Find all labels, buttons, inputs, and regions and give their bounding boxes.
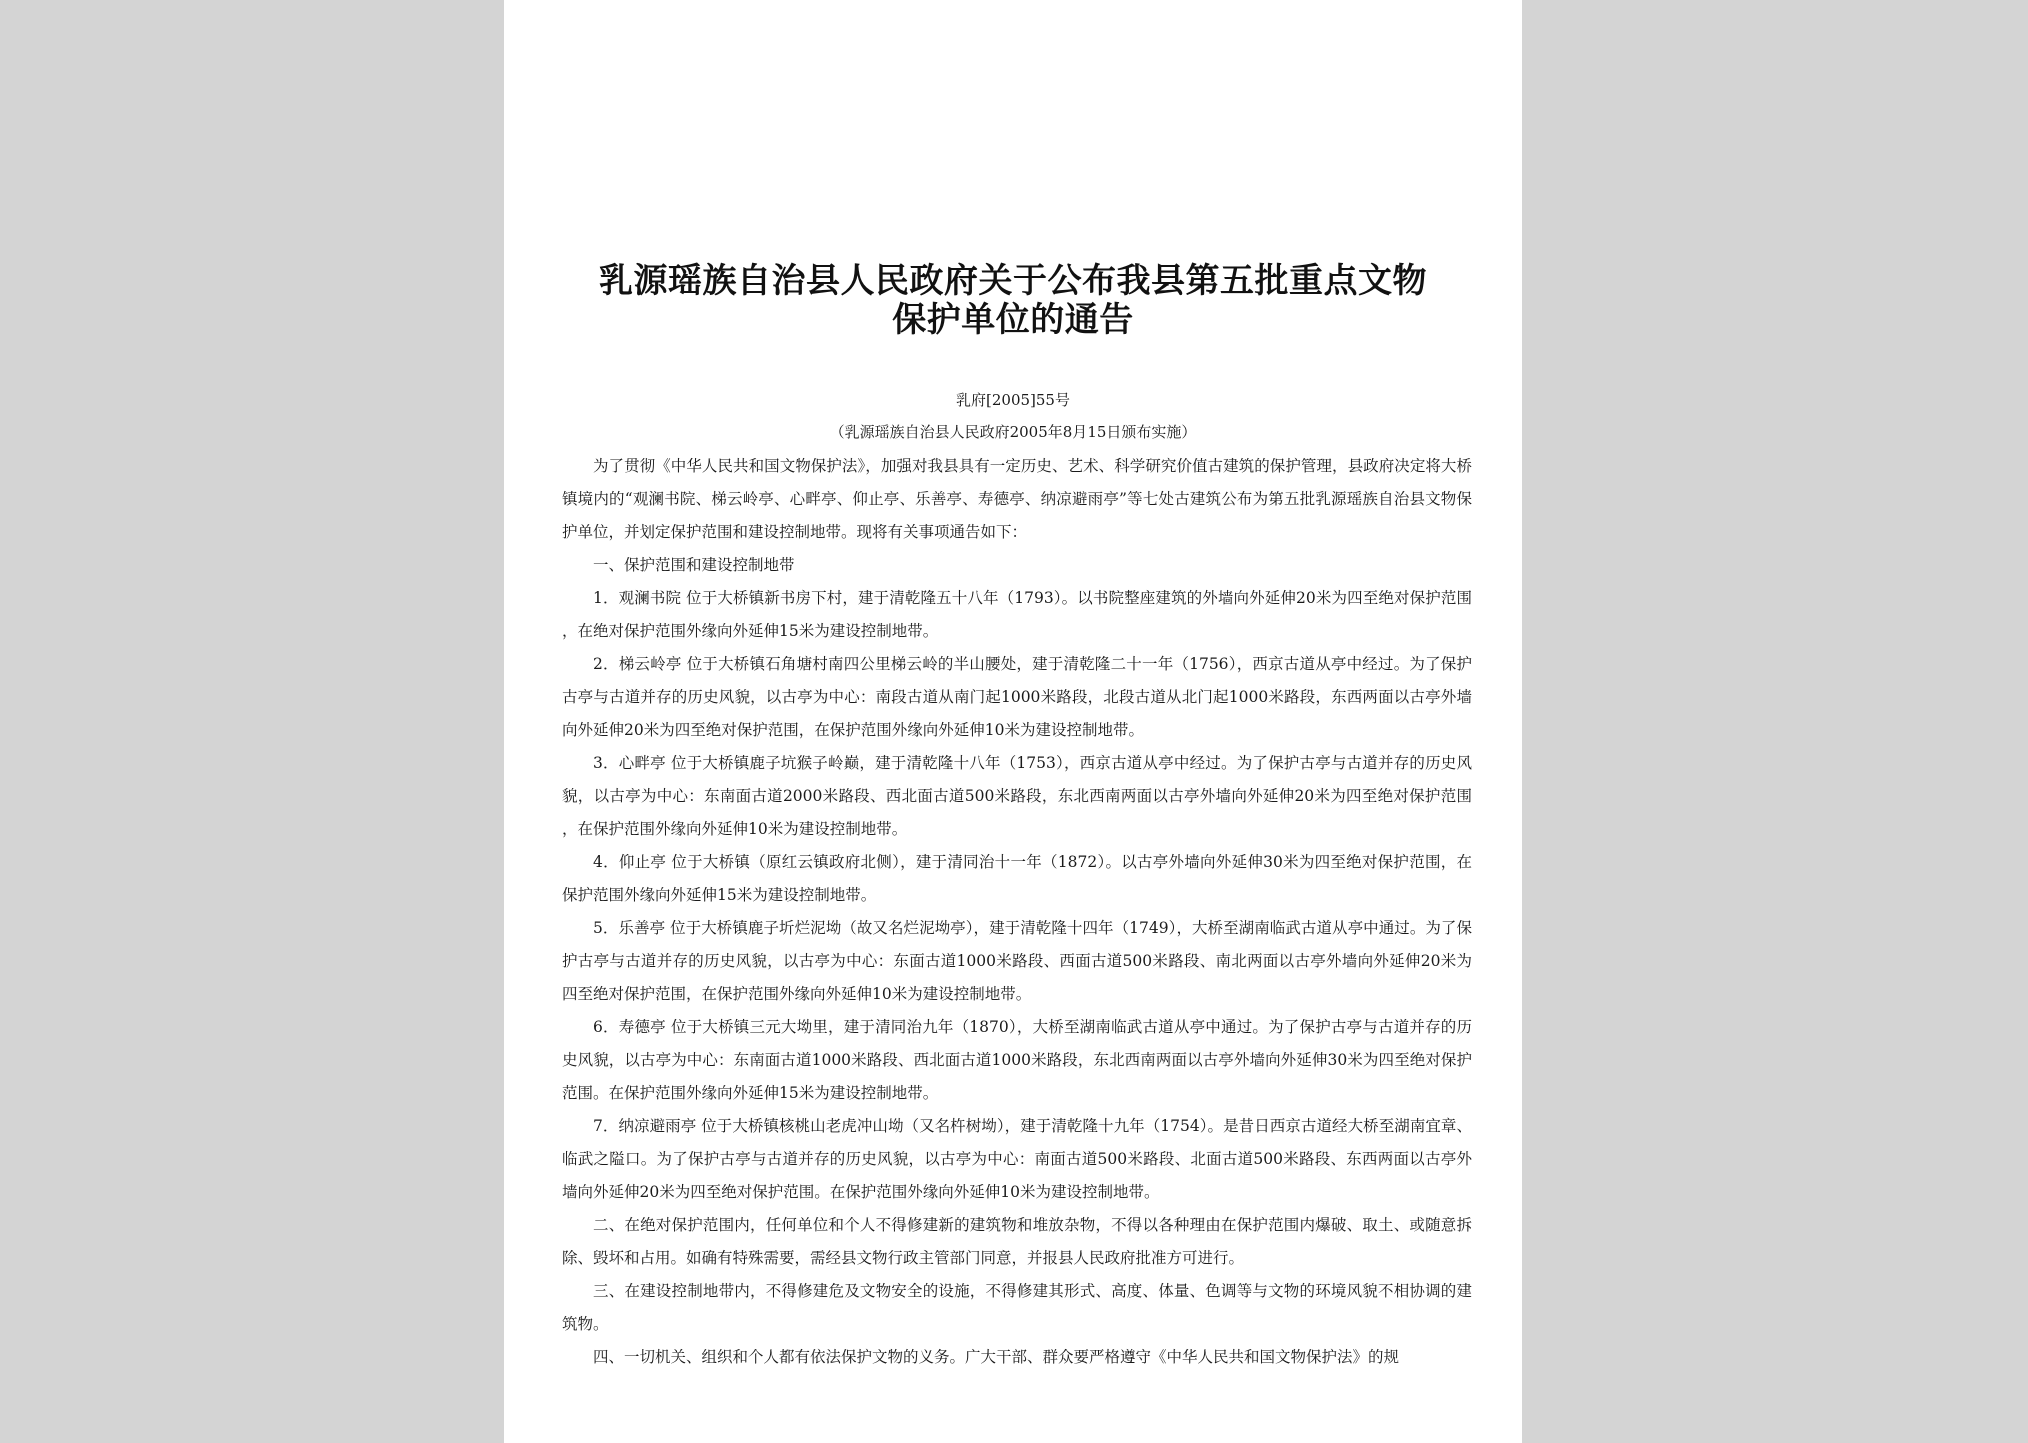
paragraph-section-4: 四、一切机关、组织和个人都有依法保护文物的义务。广大干部、群众要严格遵守《中华人民共和国文物保护法》的规 (593, 1348, 1400, 1366)
paragraph-item-1: 1．观澜书院 位于大桥镇新书房下村，建于清乾隆五十八年（1793）。以书院整座建筑的外墙向外延伸20米为四至绝对保护范围，在绝对保护范围外缘向外延伸15米为建设控制地带。 (562, 589, 1472, 640)
document-body (562, 450, 1472, 1374)
paragraph-section-2: 二、在绝对保护范围内，任何单位和个人不得修建新的建筑物和堆放杂物，不得以各种理由在保护范围内爆破、取土、或随意拆除、毁坏和占用。如确有特殊需要，需经县文物行政主管部门同意，并报县人民政府批准方可进行。 (562, 1216, 1472, 1267)
paragraph-item-6: 6．寿德亭 位于大桥镇三元大坳里，建于清同治九年（1870），大桥至湖南临武古道从亭中通过。为了保护古亭与古道并存的历史风貌，以古亭为中心：东南面古道1000米路段、西北面古道1000米路段，东北西南两面以古亭外墙向外延伸30米为四至绝对保护范围。在保护范围外缘向外延伸15米为建设控制地带。 (562, 1018, 1472, 1102)
document-number: 乳府[2005]55号 (956, 391, 1070, 409)
paragraph-section-3: 三、在建设控制地带内，不得修建危及文物安全的设施，不得修建其形式、高度、体量、色调等与文物的环境风貌不相协调的建筑物。 (562, 1282, 1472, 1333)
paragraph-item-5: 5．乐善亭 位于大桥镇鹿子圻烂泥坳（故又名烂泥坳亭），建于清乾隆十四年（1749），大桥至湖南临武古道从亭中通过。为了保护古亭与古道并存的历史风貌，以古亭为中心：东面古道1000米路段、西面古道500米路段、南北两面以古亭外墙向外延伸20米为四至绝对保护范围，在保护范围外缘向外延伸10米为建设控制地带。 (562, 919, 1472, 1003)
section-heading-1: 一、保护范围和建设控制地带 (593, 556, 795, 574)
paragraph-intro: 为了贯彻《中华人民共和国文物保护法》，加强对我县具有一定历史、艺术、科学研究价值古建筑的保护管理，县政府决定将大桥镇境内的“观澜书院、梯云岭亭、心畔亭、仰止亭、乐善亭、寿德亭、纳凉避雨亭”等七处古建筑公布为第五批乳源瑶族自治县文物保护单位，并划定保护范围和建设控制地带。现将有关事项通告如下： (562, 457, 1472, 541)
paragraph-item-3: 3．心畔亭 位于大桥镇鹿子坑猴子岭巅，建于清乾隆十八年（1753），西京古道从亭中经过。为了保护古亭与古道并存的历史风貌，以古亭为中心：东南面古道2000米路段、西北面古道500米路段，东北西南两面以古亭外墙向外延伸20米为四至绝对保护范围，在保护范围外缘向外延伸10米为建设控制地带。 (562, 754, 1472, 838)
document-title: 乳源瑶族自治县人民政府关于公布我县第五批重点文物保护单位的通告 (599, 261, 1427, 340)
paragraph-item-2: 2．梯云岭亭 位于大桥镇石角塘村南四公里梯云岭的半山腰处，建于清乾隆二十一年（1756），西京古道从亭中经过。为了保护古亭与古道并存的历史风貌，以古亭为中心：南段古道从南门起1000米路段，北段古道从北门起1000米路段，东西两面以古亭外墙向外延伸20米为四至绝对保护范围，在保护范围外缘向外延伸10米为建设控制地带。 (562, 655, 1472, 739)
paragraph-item-7: 7．纳凉避雨亭 位于大桥镇核桃山老虎冲山坳（又名杵树坳），建于清乾隆十九年（1754）。是昔日西京古道经大桥至湖南宜章、临武之隘口。为了保护古亭与古道并存的历史风貌，以古亭为中心：南面古道500米路段、北面古道500米路段、东西两面以古亭外墙向外延伸20米为四至绝对保护范围。在保护范围外缘向外延伸10米为建设控制地带。 (562, 1117, 1472, 1201)
document-page (504, 0, 1522, 1443)
issue-note: （乳源瑶族自治县人民政府2005年8月15日颁布实施） (829, 423, 1197, 441)
paragraph-item-4: 4．仰止亭 位于大桥镇（原红云镇政府北侧），建于清同治十一年（1872）。以古亭外墙向外延伸30米为四至绝对保护范围，在保护范围外缘向外延伸15米为建设控制地带。 (562, 853, 1472, 904)
